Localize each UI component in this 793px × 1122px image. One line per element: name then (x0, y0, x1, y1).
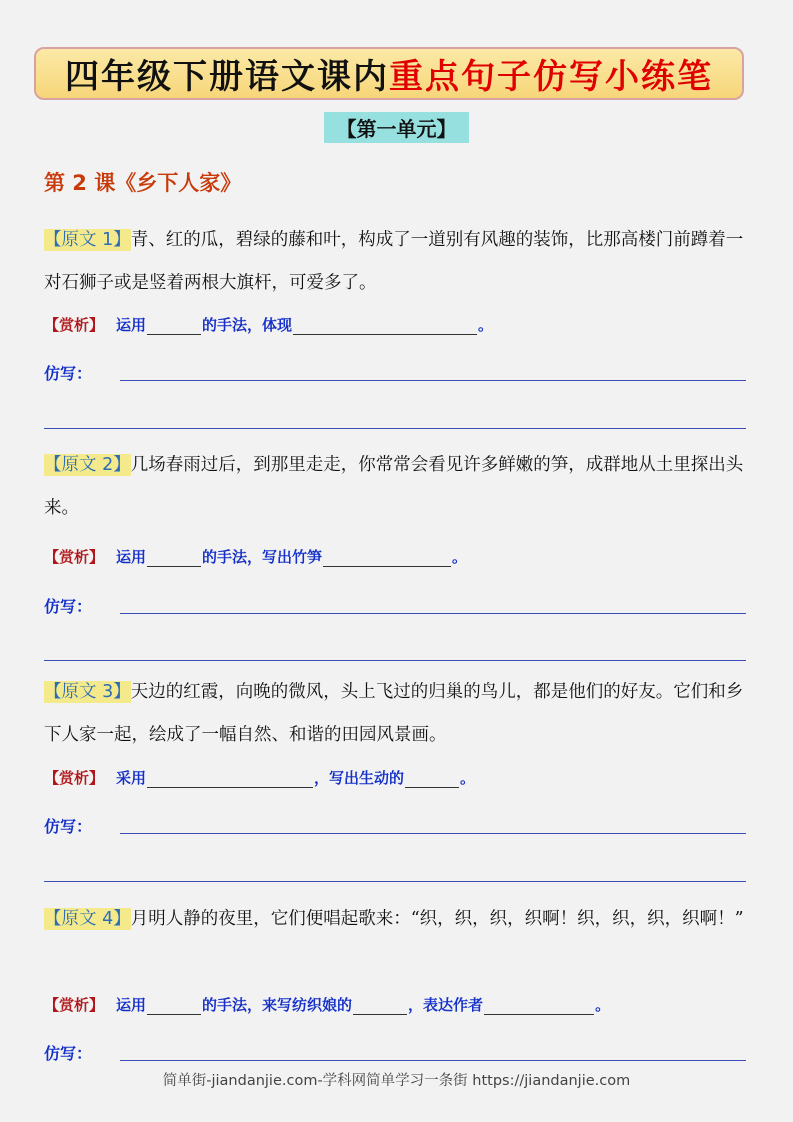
original-tag-2: 【原文 2】 (44, 455, 131, 475)
analysis-1-text-c: 。 (478, 316, 494, 334)
analysis-tag-3: 【赏析】 (44, 769, 105, 787)
analysis-4 (44, 994, 610, 1015)
original-text-1 (44, 219, 748, 305)
analysis-2-text-a: 运用 (116, 548, 147, 566)
analysis-3-text-c: 。 (460, 769, 476, 787)
fill-blank[interactable] (484, 998, 594, 1015)
writing-line[interactable] (120, 833, 746, 834)
imitate-label-4: 仿写： (44, 1044, 93, 1063)
original-sentence-2: 几场春雨过后，到那里走走，你常常会看见许多鲜嫩的笋，成群地从土里探出头来。 (44, 455, 744, 518)
title-part-1: 四年级下册语文课内 (65, 57, 389, 97)
original-text-2 (44, 444, 748, 530)
analysis-2-text-b: 的手法，写出竹笋 (202, 548, 323, 566)
analysis-tag-2: 【赏析】 (44, 548, 105, 566)
imitate-label-3: 仿写： (44, 817, 93, 836)
fill-blank[interactable] (405, 771, 459, 788)
analysis-1 (44, 314, 493, 335)
writing-line[interactable] (120, 613, 746, 614)
fill-blank[interactable] (147, 318, 201, 335)
fill-blank[interactable] (147, 998, 201, 1015)
analysis-3-text-a: 采用 (116, 769, 147, 787)
analysis-2-text-c: 。 (452, 548, 468, 566)
writing-line[interactable] (44, 881, 746, 882)
analysis-1-text-a: 运用 (116, 316, 147, 334)
imitate-label-2: 仿写： (44, 597, 93, 616)
footer-watermark: 简单街-jiandanjie.com-学科网简单学习一条街 https://jiandanjie.com (162, 1073, 631, 1089)
analysis-2 (44, 546, 467, 567)
analysis-tag-1: 【赏析】 (44, 316, 105, 334)
original-tag-1: 【原文 1】 (44, 230, 131, 250)
fill-blank[interactable] (147, 771, 313, 788)
analysis-4-text-b: 的手法，来写纺织娘的 (202, 996, 353, 1014)
writing-line[interactable] (44, 660, 746, 661)
original-sentence-1: 青、红的瓜，碧绿的藤和叶，构成了一道别有风趣的装饰，比那高楼门前蹲着一对石狮子或是竖着两根大旗杆，可爱多了。 (44, 230, 744, 293)
original-sentence-4: 月明人静的夜里，它们便唱起歌来：“织，织，织，织啊！织，织，织，织啊！” (130, 909, 744, 929)
original-sentence-3: 天边的红霞，向晚的微风，头上飞过的归巢的鸟儿，都是他们的好友。它们和乡下人家一起，绘成了一幅自然、和谐的田园风景画。 (44, 682, 744, 745)
writing-line[interactable] (120, 1060, 746, 1061)
analysis-4-text-c: ，表达作者 (408, 996, 484, 1014)
original-tag-3: 【原文 3】 (44, 682, 131, 702)
analysis-4-text-d: 。 (595, 996, 611, 1014)
analysis-3-text-b: ，写出生动的 (314, 769, 405, 787)
analysis-3 (44, 767, 475, 788)
analysis-tag-4: 【赏析】 (44, 996, 105, 1014)
original-tag-4: 【原文 4】 (44, 909, 131, 929)
original-text-4 (44, 898, 748, 941)
title-part-2: 重点句子仿写小练笔 (389, 57, 713, 97)
page-title (34, 47, 744, 100)
fill-blank[interactable] (293, 318, 477, 335)
imitate-label-1: 仿写： (44, 364, 93, 383)
fill-blank[interactable] (147, 550, 201, 567)
lesson-heading: 第 2 课《乡下人家》 (44, 171, 242, 195)
fill-blank[interactable] (323, 550, 451, 567)
writing-line[interactable] (44, 428, 746, 429)
unit-heading: 【第一单元】 (324, 112, 469, 143)
original-text-3 (44, 671, 748, 757)
fill-blank[interactable] (353, 998, 407, 1015)
analysis-4-text-a: 运用 (116, 996, 147, 1014)
analysis-1-text-b: 的手法，体现 (202, 316, 293, 334)
writing-line[interactable] (120, 380, 746, 381)
